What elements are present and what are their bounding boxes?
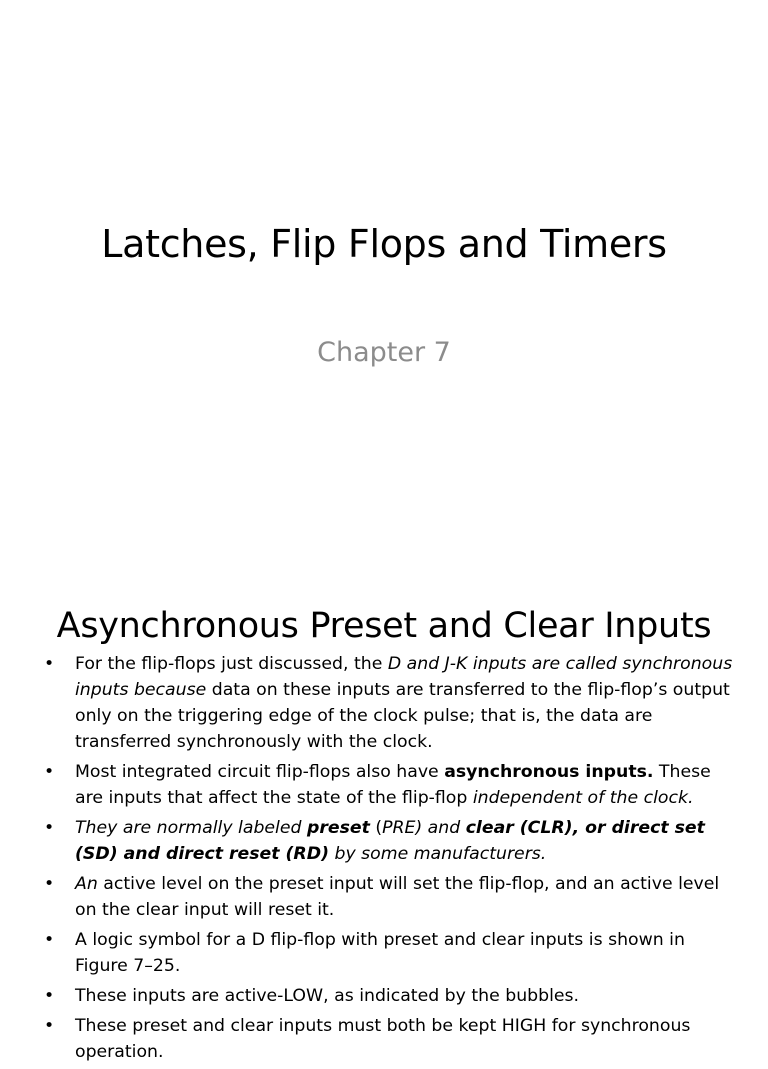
bullet-text-segment: These are inputs that affect the state of the flip-flop — [75, 762, 711, 808]
bullet-item — [40, 651, 740, 755]
bullet-text-segment: preset — [306, 818, 370, 838]
slide-subtitle: Chapter 7 — [317, 337, 451, 368]
bullet-text-segment: PRE) and — [382, 818, 466, 838]
content-slide — [0, 576, 768, 1062]
bullet-text-segment: For the flip-flops just discussed, the — [75, 654, 388, 674]
bullet-text-segment: These inputs are active-LOW, as indicated by the bubbles. — [75, 986, 580, 1006]
bullet-marker: • — [44, 930, 55, 950]
bullet-text-segment: active level on the preset input will set the flip-flop, and an active level on the clear input will reset it. — [75, 874, 720, 920]
content-heading: Asynchronous Preset and Clear Inputs — [56, 606, 712, 646]
bullet-text-segment: clear (CLR), or direct set (SD) and direct reset (RD) — [75, 818, 705, 864]
bullet-text-segment: An — [75, 874, 98, 894]
bullet-text-segment: by some manufacturers. — [329, 844, 547, 864]
bullet-marker: • — [44, 986, 55, 1006]
bullet-text-segment: They are normally labeled — [75, 818, 307, 838]
bullet-text-segment: data on these inputs are transferred to the flip-flop’s output only on the triggering edge of the clock pulse; that is, the data are transferred synchronously with the clock. — [75, 680, 730, 752]
bullet-item — [40, 759, 740, 811]
bullet-text-segment: These preset and clear inputs must both be kept HIGH for synchronous operation. — [75, 1016, 691, 1062]
bullet-item — [40, 1013, 740, 1065]
bullet-item — [40, 983, 740, 1009]
bullet-marker: • — [44, 1016, 55, 1036]
bullet-marker: • — [44, 654, 55, 674]
bullet-item — [40, 871, 740, 923]
bullet-text-segment: Most integrated circuit flip-flops also have — [75, 762, 445, 782]
bullet-text-segment: asynchronous inputs. — [444, 762, 654, 782]
bullet-text-segment: D and J-K inputs are called synchronous inputs because — [75, 654, 733, 700]
bullet-marker: • — [44, 874, 55, 894]
bullet-item — [40, 927, 740, 979]
bullet-marker: • — [44, 762, 55, 782]
bullet-text-segment: independent of the clock. — [472, 788, 694, 808]
bullet-item — [40, 815, 740, 867]
slide-title: Latches, Flip Flops and Timers — [101, 222, 667, 266]
bullet-marker: • — [44, 818, 55, 838]
bullet-text-segment: A logic symbol for a D flip-flop with preset and clear inputs is shown in Figure 7–25. — [75, 930, 685, 976]
bullet-text-segment: ( — [369, 818, 383, 838]
bullet-list — [40, 651, 740, 1069]
